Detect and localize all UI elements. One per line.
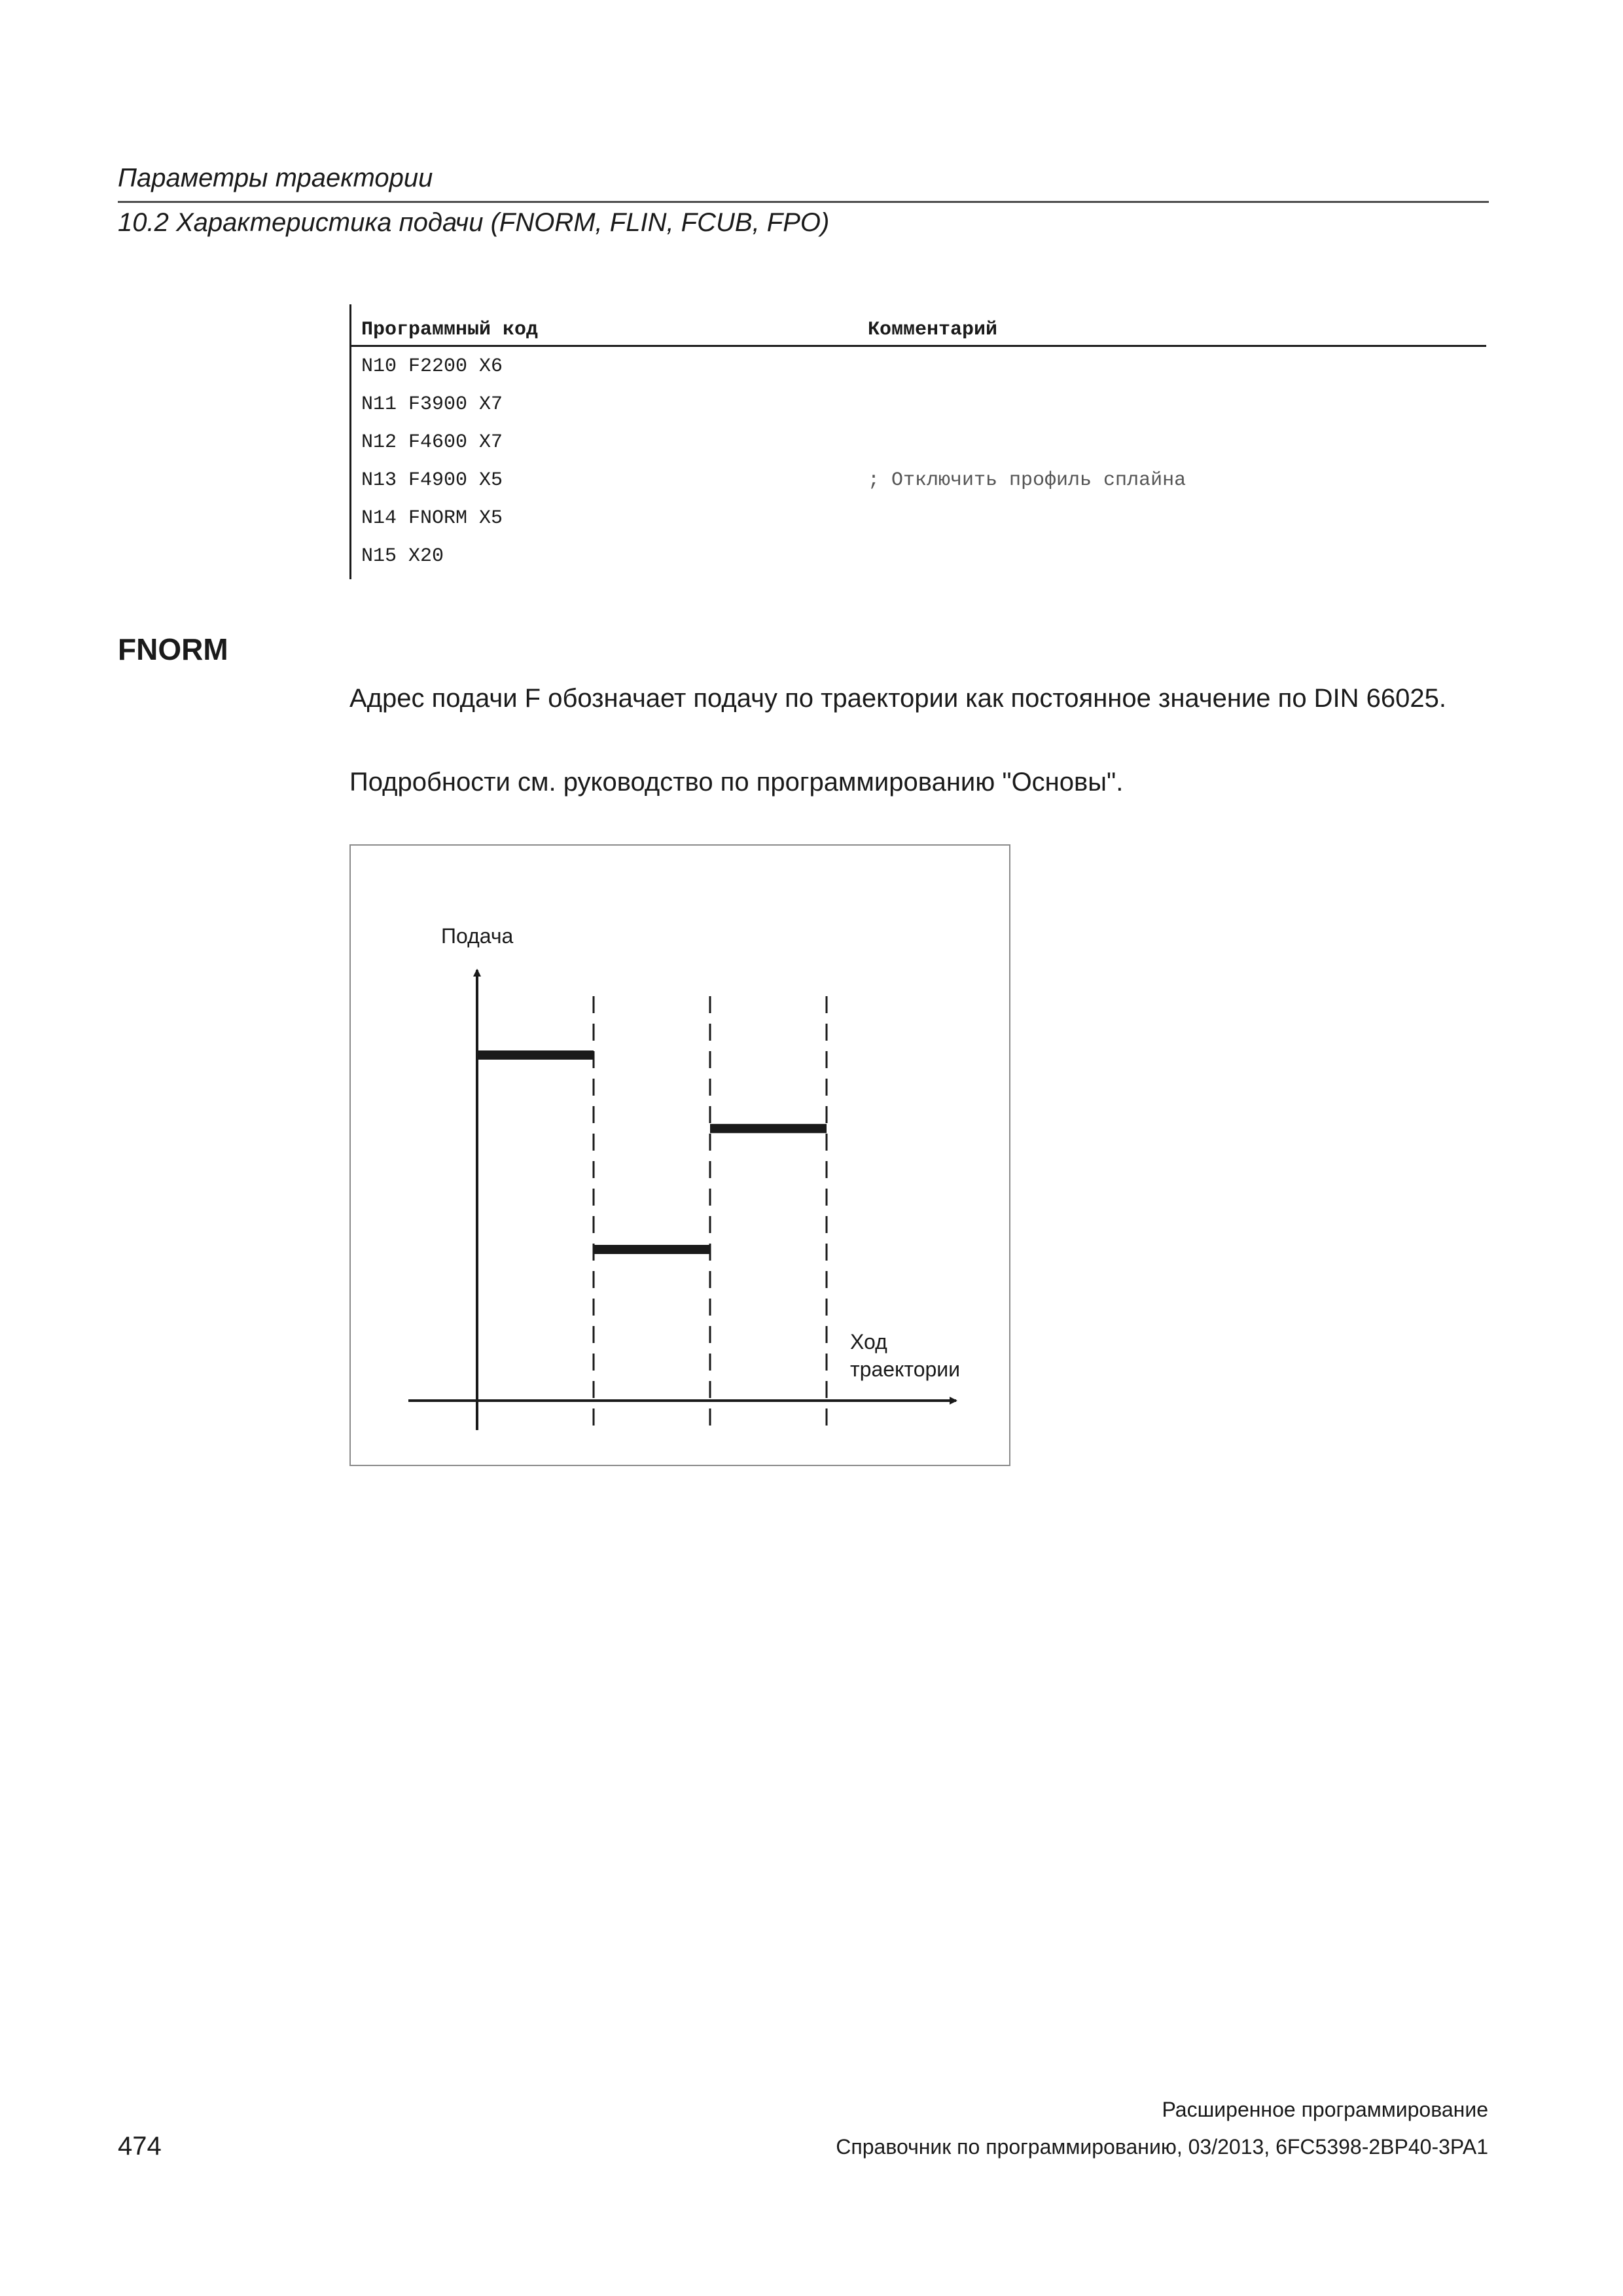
x-axis-label-line1: Ход bbox=[850, 1330, 887, 1354]
body-paragraph: Подробности см. руководство по программированию "Основы". bbox=[349, 768, 1124, 797]
feed-diagram bbox=[349, 844, 1010, 1466]
header-rule bbox=[118, 201, 1489, 203]
table-row bbox=[349, 426, 1486, 464]
section-heading: 10.2 Характеристика подачи (FNORM, FLIN, FCUB, FPO) bbox=[118, 208, 830, 237]
table-row bbox=[349, 350, 1486, 388]
fnorm-heading: FNORM bbox=[118, 632, 228, 666]
chapter-title: Параметры траектории bbox=[118, 164, 433, 192]
footer-doc-title: Расширенное программирование bbox=[1162, 2098, 1488, 2121]
col-header-code: Программный код bbox=[361, 319, 539, 341]
table-row bbox=[349, 464, 1486, 502]
footer-reference: Справочник по программированию, 03/2013, 6FC5398-2BP40-3PA1 bbox=[836, 2135, 1488, 2159]
comment-cell: ; Отключить профиль сплайна bbox=[868, 469, 1186, 492]
table-row bbox=[349, 388, 1486, 426]
code-cell: N15 X20 bbox=[361, 545, 444, 567]
table-row bbox=[349, 540, 1486, 578]
table-row bbox=[349, 502, 1486, 540]
code-cell: N14 FNORM X5 bbox=[361, 507, 503, 529]
table-header-rule bbox=[349, 345, 1486, 347]
col-header-comment: Комментарий bbox=[868, 319, 998, 341]
y-axis-label: Подача bbox=[441, 924, 514, 948]
x-axis-label bbox=[850, 1328, 960, 1383]
page-number: 474 bbox=[118, 2132, 162, 2161]
code-table bbox=[349, 304, 1486, 579]
code-cell: N13 F4900 X5 bbox=[361, 469, 503, 492]
code-cell: N12 F4600 X7 bbox=[361, 431, 503, 454]
x-axis-label-line2: траектории bbox=[850, 1357, 961, 1381]
code-cell: N11 F3900 X7 bbox=[361, 393, 503, 416]
code-cell: N10 F2200 X6 bbox=[361, 355, 503, 378]
body-paragraph: Адрес подачи F обозначает подачу по траектории как постоянное значение по DIN 66025. bbox=[349, 684, 1447, 713]
